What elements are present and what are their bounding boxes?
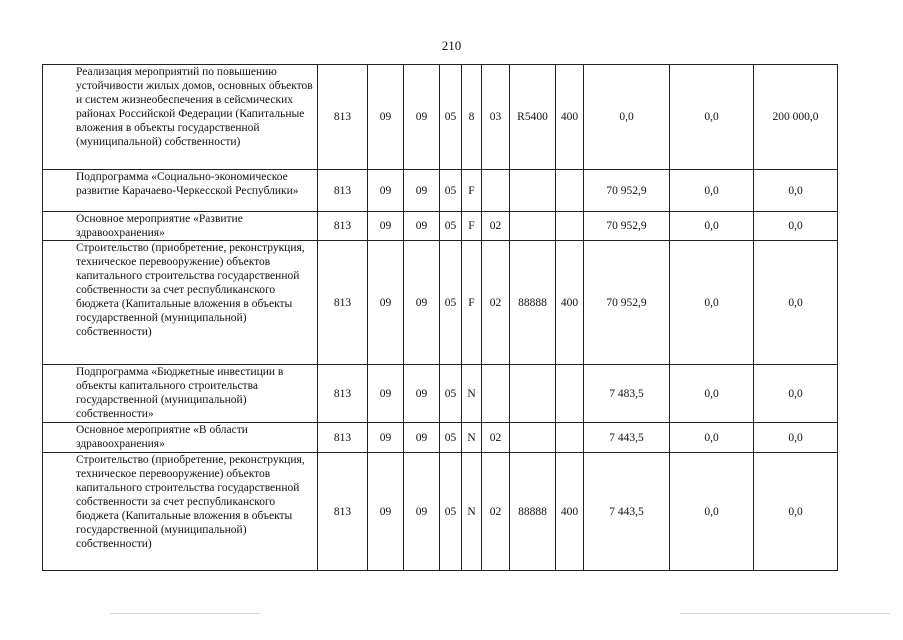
table-row — [43, 453, 838, 571]
amount-cell: 0,0 — [670, 423, 754, 453]
code-cell: 813 — [318, 365, 368, 423]
amount-cell: 7 443,5 — [584, 423, 670, 453]
code-cell: 09 — [368, 423, 404, 453]
budget-table — [42, 64, 838, 571]
amount-cell: 70 952,9 — [584, 170, 670, 212]
code-cell: 09 — [368, 453, 404, 571]
code-cell: 400 — [556, 65, 584, 170]
row-name-cell: Строительство (приобретение, реконструкция, техническое перевооружение) объектов капитального строительства государственной собственности за счет республиканского бюджета (Капитальные вложения в объекты государственной (муниципальной) собственности) — [43, 453, 318, 571]
code-cell — [510, 212, 556, 241]
table-row — [43, 423, 838, 453]
code-cell: N — [462, 423, 482, 453]
code-cell: 813 — [318, 65, 368, 170]
code-cell: 02 — [482, 212, 510, 241]
amount-cell: 0,0 — [754, 365, 838, 423]
code-cell: F — [462, 170, 482, 212]
code-cell: 09 — [368, 65, 404, 170]
code-cell: 05 — [440, 170, 462, 212]
code-cell: R5400 — [510, 65, 556, 170]
scan-artifact — [110, 613, 260, 614]
amount-cell: 7 443,5 — [584, 453, 670, 571]
code-cell: 09 — [404, 453, 440, 571]
table-row — [43, 212, 838, 241]
row-name-cell: Основное мероприятие «Развитие здравоохранения» — [43, 212, 318, 241]
table-row — [43, 65, 838, 170]
table-row — [43, 365, 838, 423]
amount-cell: 0,0 — [670, 65, 754, 170]
amount-cell: 0,0 — [754, 423, 838, 453]
code-cell: 05 — [440, 365, 462, 423]
code-cell: 88888 — [510, 453, 556, 571]
scan-artifact — [680, 613, 890, 614]
code-cell — [556, 365, 584, 423]
table-row — [43, 241, 838, 365]
code-cell: 09 — [404, 170, 440, 212]
amount-cell: 7 483,5 — [584, 365, 670, 423]
code-cell — [556, 423, 584, 453]
code-cell: 02 — [482, 241, 510, 365]
code-cell — [510, 170, 556, 212]
row-name-cell: Подпрограмма «Социально-экономическое развитие Карачаево-Черкесской Республики» — [43, 170, 318, 212]
code-cell: N — [462, 365, 482, 423]
code-cell: 813 — [318, 212, 368, 241]
code-cell: 813 — [318, 423, 368, 453]
code-cell: 05 — [440, 423, 462, 453]
code-cell: 09 — [368, 241, 404, 365]
code-cell: 813 — [318, 241, 368, 365]
amount-cell: 0,0 — [754, 241, 838, 365]
code-cell: 05 — [440, 212, 462, 241]
amount-cell: 0,0 — [670, 365, 754, 423]
amount-cell: 0,0 — [670, 241, 754, 365]
amount-cell: 0,0 — [670, 453, 754, 571]
code-cell: 09 — [404, 65, 440, 170]
amount-cell: 200 000,0 — [754, 65, 838, 170]
code-cell: 03 — [482, 65, 510, 170]
row-name-cell: Подпрограмма «Бюджетные инвестиции в объекты капитального строительства государственной (муниципальной) собственности» — [43, 365, 318, 423]
code-cell: 09 — [404, 423, 440, 453]
code-cell: F — [462, 241, 482, 365]
code-cell: 02 — [482, 453, 510, 571]
amount-cell: 70 952,9 — [584, 212, 670, 241]
code-cell: 09 — [404, 365, 440, 423]
code-cell: 05 — [440, 65, 462, 170]
row-name-cell: Строительство (приобретение, реконструкция, техническое перевооружение) объектов капитального строительства государственной собственности за счет республиканского бюджета (Капитальные вложения в объекты государственной (муниципальной) собственности) — [43, 241, 318, 365]
code-cell: F — [462, 212, 482, 241]
code-cell: 02 — [482, 423, 510, 453]
code-cell — [482, 170, 510, 212]
amount-cell: 0,0 — [754, 170, 838, 212]
code-cell — [556, 170, 584, 212]
code-cell: 05 — [440, 453, 462, 571]
code-cell: 09 — [404, 212, 440, 241]
code-cell: 09 — [404, 241, 440, 365]
code-cell: 88888 — [510, 241, 556, 365]
code-cell — [482, 365, 510, 423]
amount-cell: 0,0 — [754, 212, 838, 241]
row-name-cell: Реализация мероприятий по повышению устойчивости жилых домов, основных объектов и систем жизнеобеспечения в сейсмических районах Российской Федерации (Капитальные вложения в объекты государственной (муниципальной) собственности) — [43, 65, 318, 170]
amount-cell: 0,0 — [670, 170, 754, 212]
code-cell: N — [462, 453, 482, 571]
row-name-cell: Основное мероприятие «В области здравоохранения» — [43, 423, 318, 453]
code-cell: 09 — [368, 365, 404, 423]
code-cell: 813 — [318, 170, 368, 212]
code-cell: 400 — [556, 453, 584, 571]
code-cell — [510, 365, 556, 423]
amount-cell: 0,0 — [754, 453, 838, 571]
amount-cell: 0,0 — [670, 212, 754, 241]
code-cell: 400 — [556, 241, 584, 365]
amount-cell: 0,0 — [584, 65, 670, 170]
code-cell — [556, 212, 584, 241]
table-row — [43, 170, 838, 212]
code-cell: 813 — [318, 453, 368, 571]
code-cell — [510, 423, 556, 453]
code-cell: 8 — [462, 65, 482, 170]
code-cell: 09 — [368, 212, 404, 241]
page-number: 210 — [441, 38, 462, 53]
amount-cell: 70 952,9 — [584, 241, 670, 365]
code-cell: 05 — [440, 241, 462, 365]
code-cell: 09 — [368, 170, 404, 212]
